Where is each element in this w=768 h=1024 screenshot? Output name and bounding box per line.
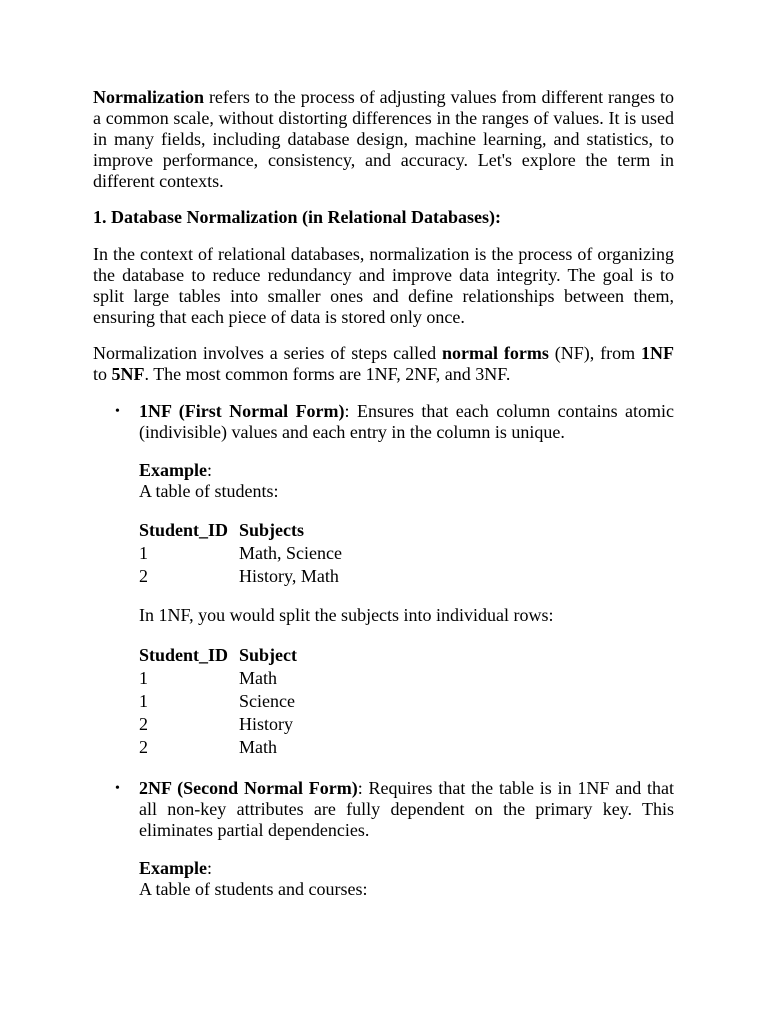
bullet-icon: • bbox=[115, 404, 120, 419]
table-cell: 2 bbox=[139, 566, 148, 586]
table-cell: History, Math bbox=[239, 566, 339, 586]
1nf-split-note: In 1NF, you would split the subjects into individual rows: bbox=[139, 605, 554, 625]
table-row bbox=[139, 542, 342, 565]
normal-forms-list bbox=[93, 401, 674, 900]
normal-forms-term: normal forms bbox=[442, 343, 549, 363]
relational-db-paragraph: In the context of relational databases, normalization is the process of organizing the database to reduce redundancy and improve data integrity. The goal is to split large tables into smaller ones and define relationships between them, ensuring that each piece of data is stored only once. bbox=[93, 244, 674, 327]
bullet-icon: • bbox=[115, 781, 120, 796]
2nf-title: 2NF (Second Normal Form) bbox=[139, 778, 358, 798]
table-header-row bbox=[139, 644, 297, 667]
normal-forms-paragraph: Normalization involves a series of steps called normal forms (NF), from 1NF to 5NF. The most common forms are 1NF, 2NF, and 3NF. bbox=[93, 343, 674, 384]
column-header: Subjects bbox=[239, 520, 305, 540]
1nf-example-label: Example: bbox=[139, 460, 213, 480]
2nf-example-label: Example: bbox=[139, 858, 213, 878]
first-form-term: 1NF bbox=[640, 343, 674, 363]
document-body bbox=[93, 87, 674, 900]
intro-paragraph bbox=[93, 87, 674, 192]
column-header: Student_ID bbox=[139, 645, 229, 665]
1nf-description: : Ensures that each column contains atomic (indivisible) values and each entry in the column is unique. bbox=[139, 401, 675, 442]
table-cell: Math bbox=[239, 737, 277, 757]
table-row bbox=[139, 690, 297, 713]
intro-term: Normalization bbox=[93, 87, 204, 107]
1nf-example-description: A table of students: bbox=[139, 481, 279, 501]
fifth-form-term: 5NF bbox=[111, 364, 145, 384]
table-cell: 1 bbox=[139, 668, 148, 688]
table-row bbox=[139, 713, 297, 736]
intro-text: refers to the process of adjusting values from different ranges to a common scale, without distorting differences in the ranges of values. It is used in many fields, including database design, machine learning, and statistics, to improve performance, consistency, and accuracy. Let's explore the term in different contexts. bbox=[93, 87, 674, 191]
list-item-2nf bbox=[93, 778, 674, 900]
2nf-description: : Requires that the table is in 1NF and that all non-key attributes are fully dependent on the primary key. This eliminates partial dependencies. bbox=[139, 778, 674, 840]
table-cell: 1 bbox=[139, 691, 148, 711]
column-header: Student_ID bbox=[139, 520, 229, 540]
table-cell: History bbox=[239, 714, 293, 734]
2nf-example-description: A table of students and courses: bbox=[139, 879, 368, 899]
table-cell: 2 bbox=[139, 714, 148, 734]
table-row bbox=[139, 736, 297, 759]
table-cell: Math, Science bbox=[239, 543, 342, 563]
table-cell: Math bbox=[239, 668, 277, 688]
1nf-title: 1NF (First Normal Form) bbox=[139, 401, 345, 421]
section-heading: 1. Database Normalization (in Relational Databases): bbox=[93, 207, 501, 227]
2nf-definition bbox=[139, 778, 674, 841]
1nf-definition bbox=[139, 401, 674, 443]
column-header: Subject bbox=[239, 645, 297, 665]
table-row bbox=[139, 667, 297, 690]
table-cell: 2 bbox=[139, 737, 148, 757]
table-cell: 1 bbox=[139, 543, 148, 563]
students-subjects-table bbox=[139, 519, 342, 588]
table-row bbox=[139, 565, 342, 588]
list-item-1nf bbox=[93, 401, 674, 759]
table-cell: Science bbox=[239, 691, 295, 711]
table-header-row bbox=[139, 519, 342, 542]
students-subject-1nf-table bbox=[139, 644, 297, 759]
